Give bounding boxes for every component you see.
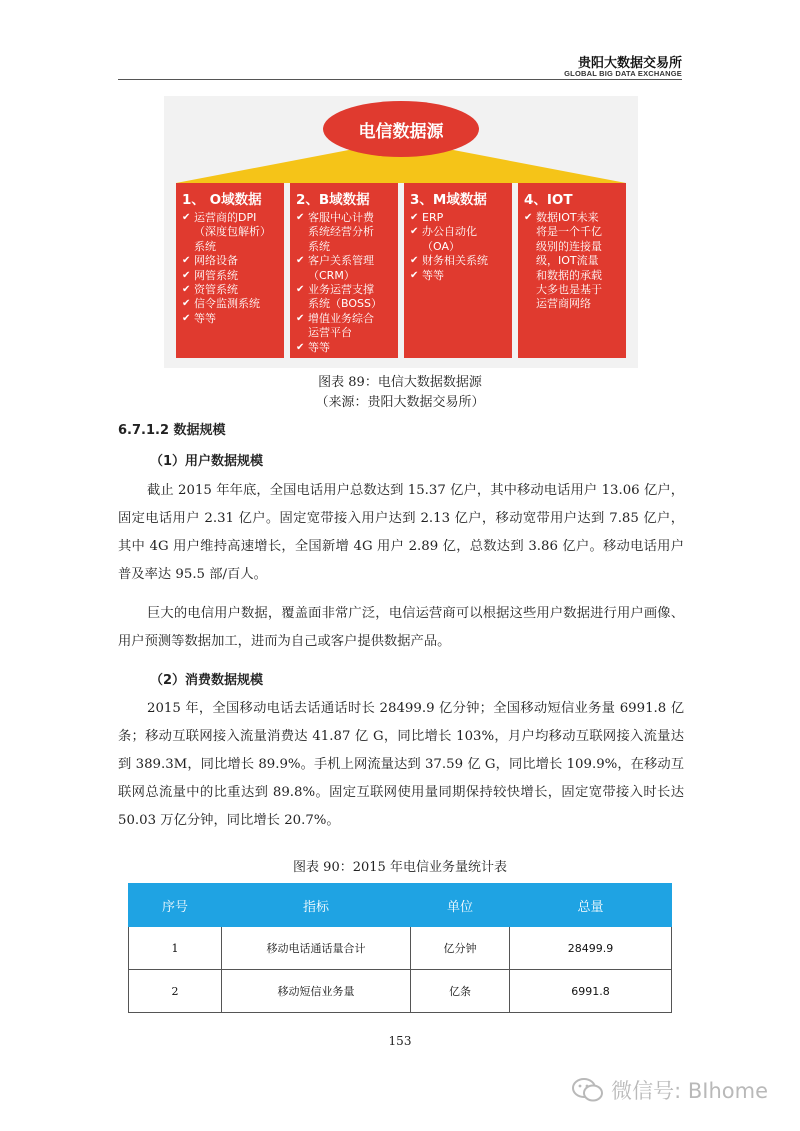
check-icon: ✔: [182, 269, 191, 281]
paragraph: 2015 年，全国移动电话去话通话时长 28499.9 亿分钟；全国移动短信业务量 6991.8 亿条；移动互联网接入流量消费达 41.87 亿 G，同比增长 103%，月户均移动互联网接入流量达到 389.3M，同比增长 89.9%。手机上网流量达到 37.59 亿 G，同比增长 109.9%，在移动互联网总流量中的比重达到 89.8%。固定互联网使用量同期保持较快增长，固定宽带接入时长达 50.03 万亿分钟，同比增长 20.7%。: [118, 701, 684, 828]
box-item: ✔ 等等: [296, 340, 330, 354]
check-icon: ✔: [182, 312, 191, 324]
check-icon: ✔: [410, 212, 419, 223]
check-icon: ✔: [524, 212, 533, 223]
check-icon: ✔: [182, 255, 191, 267]
table-cell: 亿条: [411, 970, 510, 1013]
box-item: ✔ 财务相关系统: [410, 254, 488, 268]
table-header-cell: 序号: [129, 884, 222, 927]
box-item: ✔ 资管系统: [182, 283, 238, 297]
box-item: ✔ 客服中心计费 系统经营分析 系统: [296, 211, 374, 253]
table-cell: 6991.8: [510, 970, 672, 1013]
diagram-box-b-domain: [290, 183, 398, 358]
telecom-stats-table: [128, 883, 672, 1013]
check-icon: ✔: [182, 298, 191, 310]
box-item: ✔ 等等: [182, 311, 216, 325]
diagram-box-m-domain: [404, 183, 512, 358]
box-item: ✔ 数据IOT未来: [524, 211, 599, 224]
box-title: 1、 O域数据: [182, 192, 262, 208]
box-title: 3、M域数据: [410, 192, 487, 208]
check-icon: ✔: [410, 226, 419, 238]
table-cell: 移动电话通话量合计: [222, 927, 411, 970]
header-rule: [118, 79, 682, 80]
check-icon: ✔: [182, 212, 191, 223]
box-item: ✔ ERP: [410, 211, 444, 224]
check-icon: ✔: [410, 255, 419, 267]
box-item: ✔ 业务运营支撑 系统（BOSS）: [296, 283, 382, 311]
page-number: 153: [388, 1034, 412, 1048]
table-header-row: [129, 884, 672, 927]
diagram-box-o-domain: [176, 183, 284, 358]
table-caption: 图表 90：2015 年电信业务量统计表: [293, 860, 507, 875]
telecom-data-source-diagram: [164, 96, 638, 368]
box-item: ✔ 运营商的DPI （深度包解析） 系统: [182, 211, 271, 253]
diagram-box-iot: [518, 183, 626, 358]
box-item: ✔ 网络设备: [182, 254, 238, 268]
box-paragraph: 将是一个千亿 级别的连接量 级，IOT流量 和数据的承载 大多也是基于 运营商网络: [536, 225, 602, 311]
box-item: ✔ 客户关系管理 （CRM）: [296, 254, 374, 282]
subsection-heading: （1）用户数据规模: [150, 454, 264, 469]
check-icon: ✔: [296, 341, 305, 353]
check-icon: ✔: [182, 284, 191, 296]
section-heading: 6.7.1.2 数据规模: [118, 423, 226, 438]
box-title: 2、B域数据: [296, 192, 370, 208]
table-cell: 28499.9: [510, 927, 672, 970]
paragraph: 巨大的电信用户数据，覆盖面非常广泛，电信运营商可以根据这些用户数据进行用户画像、用户预测等数据加工，进而为自己或客户提供数据产品。: [118, 606, 684, 649]
check-icon: ✔: [296, 212, 305, 223]
box-item: ✔ 办公自动化 （OA）: [410, 225, 477, 253]
box-item: ✔ 信令监测系统: [182, 297, 260, 311]
check-icon: ✔: [410, 269, 419, 281]
watermark: [571, 1075, 768, 1105]
check-icon: ✔: [296, 312, 305, 324]
box-item: ✔ 增值业务综合 运营平台: [296, 311, 374, 340]
box-item: ✔ 网管系统: [182, 268, 238, 282]
table-cell: 亿分钟: [411, 927, 510, 970]
subsection-heading: （2）消费数据规模: [150, 673, 264, 688]
table-cell: 移动短信业务量: [222, 970, 411, 1013]
wechat-icon: [571, 1076, 605, 1104]
table-row: [129, 927, 672, 970]
box-item: ✔ 等等: [410, 268, 444, 282]
table-row: [129, 970, 672, 1013]
table-cell: 2: [129, 970, 222, 1013]
header-subtitle: GLOBAL BIG DATA EXCHANGE: [564, 69, 682, 78]
check-icon: ✔: [296, 255, 305, 267]
paragraph: 截止 2015 年年底，全国电话用户总数达到 15.37 亿户，其中移动电话用户 13.06 亿户，固定电话用户 2.31 亿户。固定宽带接入用户达到 2.13 亿户，移动宽带用户达到 7.85 亿户，其中 4G 用户维持高速增长，全国新增 4G 用户 2.89 亿，总数达到 3.86 亿户。移动电话用户普及率达 95.5 部/百人。: [118, 483, 684, 582]
table-cell: 1: [129, 927, 222, 970]
header-title: 贵阳大数据交易所: [577, 56, 682, 71]
table-header-cell: 单位: [411, 884, 510, 927]
figure-source: （来源：贵阳大数据交易所）: [315, 395, 485, 410]
diagram-center-label: 电信数据源: [358, 122, 444, 142]
watermark-text: 微信号: BIhome: [611, 1079, 768, 1103]
check-icon: ✔: [296, 284, 305, 296]
table-header-cell: 指标: [222, 884, 411, 927]
table-header-cell: 总量: [510, 884, 672, 927]
figure-caption: 图表 89：电信大数据数据源: [318, 375, 482, 390]
box-title: 4、IOT: [524, 192, 573, 208]
